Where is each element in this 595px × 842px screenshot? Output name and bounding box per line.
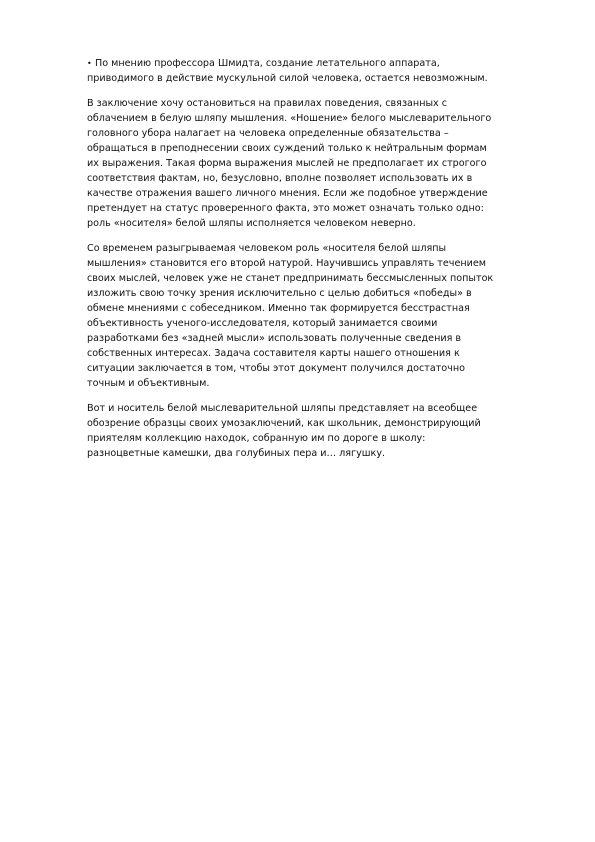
text-line: точным и объективным. [87, 378, 210, 389]
text-line [87, 56, 550, 71]
text-line: В заключение хочу остановиться на правилах поведения, связанных с [87, 98, 448, 109]
paragraph-1 [87, 96, 550, 231]
text-line: претендует на статус проверенного факта, это может означать только одно: [87, 203, 484, 214]
text-line: объективность ученого-исследователя, который занимается своими [87, 318, 438, 329]
text-line: разработками без «задней мысли» использовать полученные сведения в [87, 333, 462, 344]
text-line: качестве отражения вашего личного мнения. Если же подобное утверждение [87, 188, 488, 199]
bullet-line-text: По мнению профессора Шмидта, создание летательного аппарата, [95, 58, 440, 69]
text-line: разноцветные камешки, два голубиных пера и… лягушку. [87, 448, 386, 459]
text-line: головного убора налагает на человека определенные обязательства – [87, 128, 449, 139]
text-line: Со временем разыгрываемая человеком роль «носителя белой шляпы [87, 243, 447, 254]
text-line: обозрение образцы своих умозаключений, как школьник, демонстрирующий [87, 418, 481, 429]
text-line: мышления» становится его второй натурой. Научившись управлять течением [87, 258, 487, 269]
text-line: приводимого в действие мускульной силой человека, остается невозможным. [87, 73, 488, 84]
bullet-paragraph [87, 56, 550, 86]
text-line: облачением в белую шляпу мышления. «Ношение» белого мыслеварительного [87, 113, 492, 124]
text-line: ситуации заключается в том, чтобы этот документ получился достаточно [87, 363, 465, 374]
text-line: их выражения. Такая форма выражения мыслей не предполагает их строгого [87, 158, 487, 169]
text-line: обращаться в преподнесении своих суждений только к нейтральным формам [87, 143, 487, 154]
text-line: своих мыслей, человек уже не станет предпринимать бессмысленных попыток [87, 273, 494, 284]
text-line: роль «носителя» белой шляпы исполняется человеком неверно. [87, 218, 416, 229]
text-line: изложить свою точку зрения исключительно с целью добиться «победы» в [87, 288, 472, 299]
document-body [87, 56, 550, 471]
text-line: обмене мнениями с собеседником. Именно так формируется бесстрастная [87, 303, 470, 314]
text-line: соответствия фактам, но, безусловно, вполне позволяет использовать их в [87, 173, 473, 184]
text-line: Вот и носитель белой мыслеварительной шляпы представляет на всеобщее [87, 403, 478, 414]
paragraph-2 [87, 241, 550, 391]
paragraph-3 [87, 401, 550, 461]
text-line: собственных интересах. Задача составителя карты нашего отношения к [87, 348, 460, 359]
bullet-marker: • [87, 59, 92, 68]
text-line: приятелям коллекцию находок, собранную им по дороге в школу: [87, 433, 426, 444]
